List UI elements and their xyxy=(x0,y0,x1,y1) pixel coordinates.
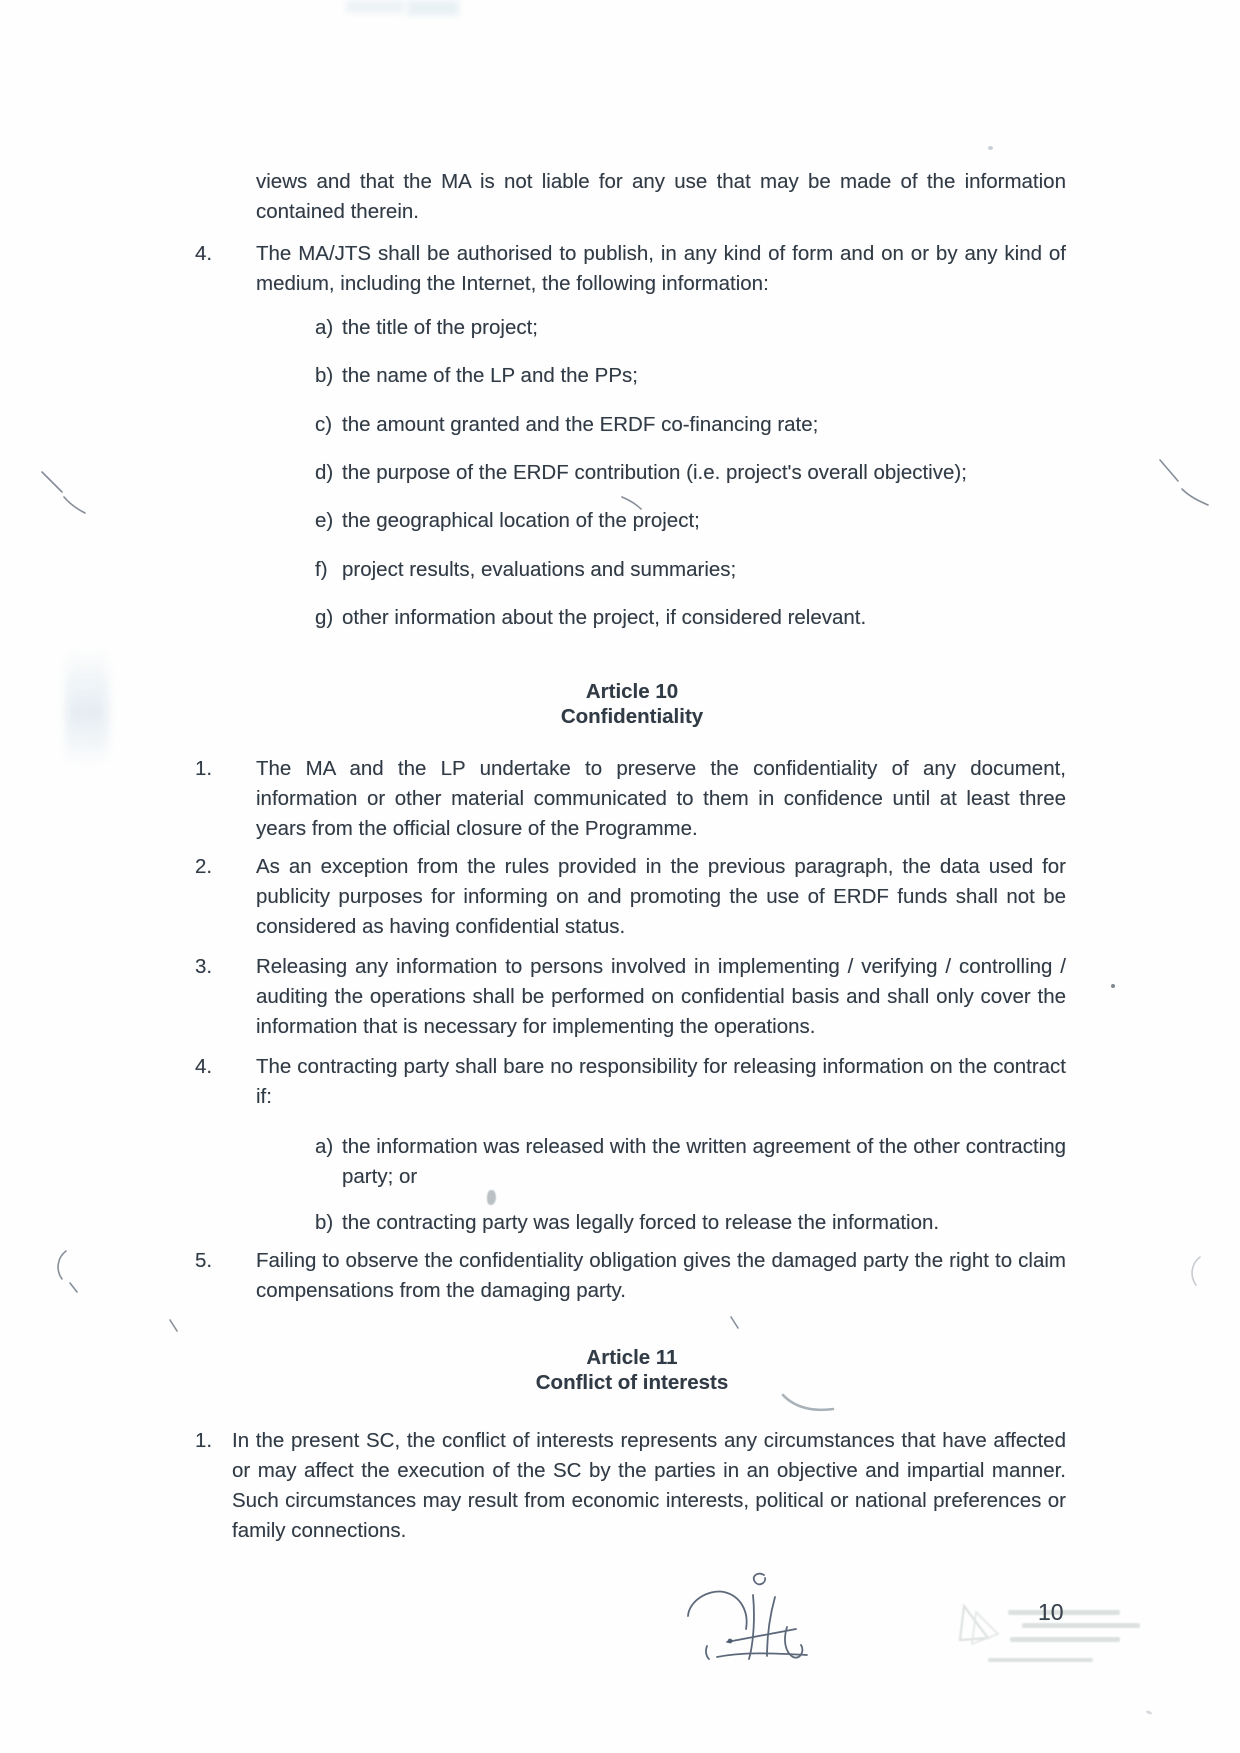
pen-tick xyxy=(70,1283,77,1292)
sub-item-letter: e) xyxy=(315,509,334,532)
stamp-text-line xyxy=(988,1658,1093,1662)
ink-blot xyxy=(487,1190,496,1205)
sub-item-letter: f) xyxy=(315,558,328,581)
paper-smudge-top xyxy=(346,0,404,13)
article-10-item-2 xyxy=(195,852,1066,942)
handwritten-signature xyxy=(680,1563,815,1668)
article-10-item-1 xyxy=(195,754,1066,844)
list-item xyxy=(315,1132,1066,1192)
sub-item-letter: g) xyxy=(315,606,334,629)
stamp-emblem-icon xyxy=(950,1598,1010,1653)
page-number: 10 xyxy=(1038,1599,1064,1625)
item-number: 5. xyxy=(195,1249,213,1272)
ink-speck xyxy=(1146,1710,1153,1715)
sub-item-letter: d) xyxy=(315,461,334,484)
sub-item-letter: a) xyxy=(315,1135,334,1158)
item-text: The MA and the LP undertake to preserve the confidentiality of any document, information or other material communicated to them in confidence until at least three years from the official closure of the Programme. xyxy=(256,757,1066,840)
sub-item-text: the contracting party was legally forced to release the information. xyxy=(342,1211,940,1234)
sub-item-text: the amount granted and the ERDF co-financing rate; xyxy=(342,413,819,436)
sub-item-letter: c) xyxy=(315,413,333,436)
item-number: 2. xyxy=(195,855,213,878)
paper-smudge-left xyxy=(66,648,108,766)
list-item xyxy=(315,361,1066,391)
ink-speck xyxy=(1111,984,1115,988)
item-number: 3. xyxy=(195,955,213,978)
list-item xyxy=(315,506,1066,536)
paper-smudge-top xyxy=(407,0,459,16)
pen-paren-left xyxy=(58,1251,66,1279)
item-text: As an exception from the rules provided in the previous paragraph, the data used for publicity purposes for informing on and promoting the use of ERDF funds shall not be considered as having confidential status. xyxy=(256,855,1066,938)
pen-swoosh xyxy=(783,1395,833,1410)
sub-item-letter: a) xyxy=(315,316,334,339)
pen-mark-right xyxy=(1182,489,1208,505)
pen-tick xyxy=(731,1317,738,1328)
sub-item-text: the information was released with the written agreement of the other contracting party; or xyxy=(342,1135,1066,1188)
list-item xyxy=(315,603,1066,633)
ink-speck xyxy=(988,146,993,150)
article-10-item-4 xyxy=(195,1052,1066,1112)
sub-item-letter: b) xyxy=(315,364,334,387)
article-10-heading xyxy=(195,679,1069,729)
article-11-heading xyxy=(195,1345,1069,1395)
sub-item-text: the title of the project; xyxy=(342,316,539,339)
sub-item-text: other information about the project, if considered relevant. xyxy=(342,606,867,629)
item-number: 4. xyxy=(195,242,213,265)
sub-item-text: the purpose of the ERDF contribution (i.e. project's overall objective); xyxy=(342,461,967,484)
sub-item-text: the name of the LP and the PPs; xyxy=(342,364,638,387)
list-item xyxy=(315,313,1066,343)
article-10-item-3 xyxy=(195,952,1066,1042)
item-number: 1. xyxy=(195,757,213,780)
item-number: 4. xyxy=(195,1055,213,1078)
publish-item xyxy=(195,239,1066,299)
pen-mark-left xyxy=(64,497,85,513)
pen-paren-right xyxy=(1192,1257,1200,1285)
pen-tick xyxy=(170,1320,177,1331)
sub-item-text: project results, evaluations and summaries; xyxy=(342,558,737,581)
article-title: Article 11 xyxy=(586,1346,678,1369)
intro-paragraph: views and that the MA is not liable for any use that may be made of the information contained therein. xyxy=(256,170,1066,223)
item-text: In the present SC, the conflict of interests represents any circumstances that have affected or may affect the execution of the SC by the parties in an objective and impartial manner. Such circumstances may result from economic interests, political or national preferences or family connections. xyxy=(232,1429,1066,1542)
pen-mark-left xyxy=(42,472,62,492)
article-10-item-5 xyxy=(195,1246,1066,1306)
item-text: The MA/JTS shall be authorised to publish, in any kind of form and on or by any kind of medium, including the Internet, the following information: xyxy=(256,242,1066,295)
stamp-text-line xyxy=(1010,1637,1120,1642)
article-11-item-1 xyxy=(195,1426,1066,1546)
article-title: Article 10 xyxy=(585,680,679,703)
sub-item-text: the geographical location of the project; xyxy=(342,509,700,532)
sub-item-letter: b) xyxy=(315,1211,334,1234)
item-text: The contracting party shall bare no responsibility for releasing information on the contract if: xyxy=(256,1055,1066,1108)
list-item xyxy=(315,410,1066,440)
item-text: Releasing any information to persons involved in implementing / verifying / controlling / auditing the operations shall be performed on confidential basis and shall only cover the information that is necessary for implementing the operations. xyxy=(256,955,1066,1038)
list-item xyxy=(315,458,1066,488)
article-subtitle: Conflict of interests xyxy=(535,1371,729,1394)
item-text: Failing to observe the confidentiality obligation gives the damaged party the right to claim compensations from the damaging party. xyxy=(256,1249,1066,1302)
article-subtitle: Confidentiality xyxy=(560,705,704,728)
list-item xyxy=(315,555,1066,585)
stamp-text-line xyxy=(1008,1610,1120,1615)
list-item xyxy=(315,1208,1066,1238)
item-number: 1. xyxy=(195,1429,213,1452)
pen-mark-right xyxy=(1160,460,1178,481)
